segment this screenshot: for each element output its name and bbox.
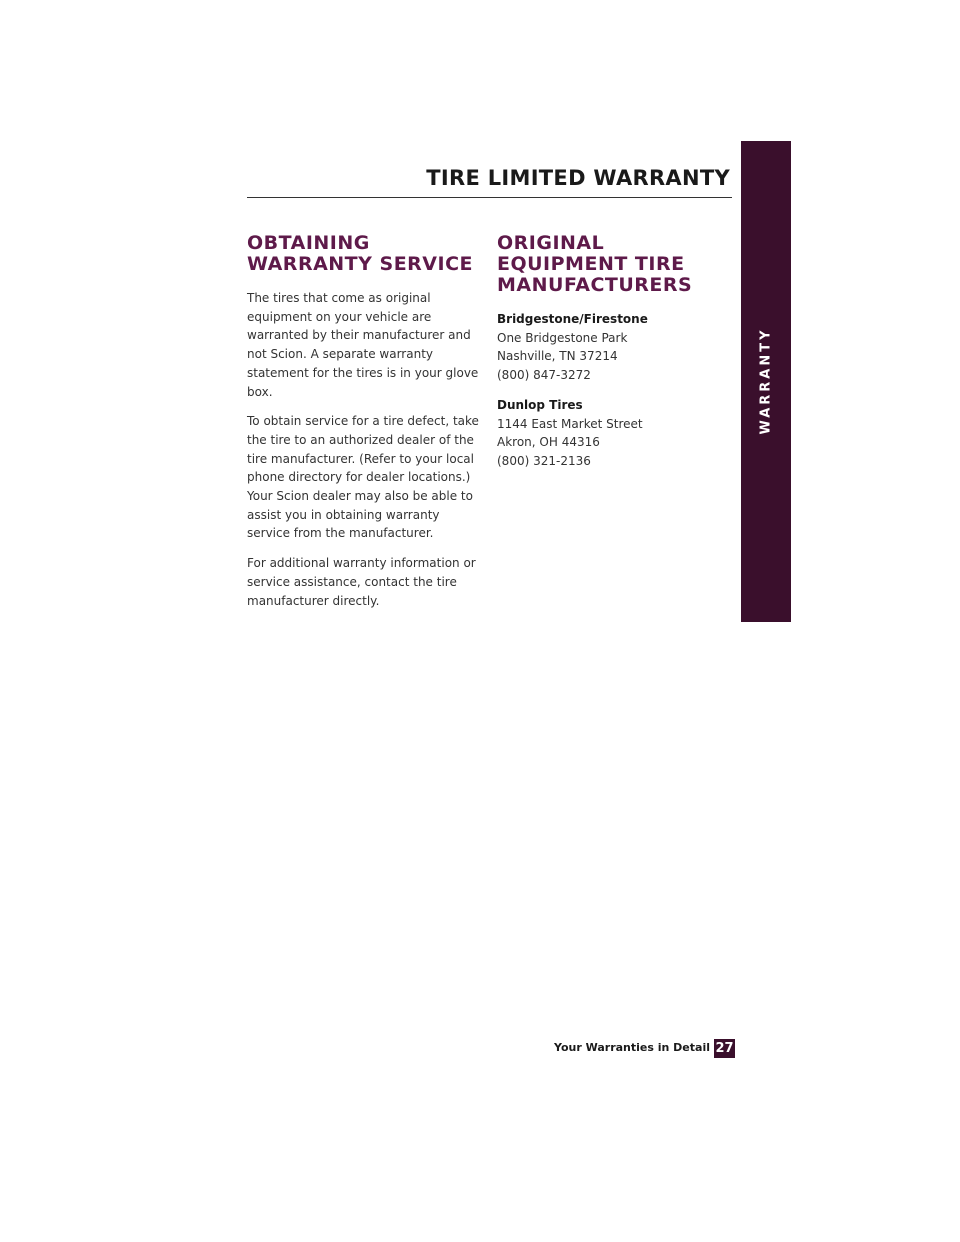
manufacturer-entry bbox=[497, 310, 729, 385]
right-column bbox=[497, 233, 729, 482]
manufacturer-phone: (800) 321-2136 bbox=[497, 453, 591, 468]
manufacturer-address-line: Nashville, TN 37214 bbox=[497, 349, 618, 364]
manufacturer-phone: (800) 847-3272 bbox=[497, 368, 591, 383]
page-number: 27 bbox=[715, 1041, 734, 1056]
side-tab bbox=[741, 141, 791, 622]
left-column bbox=[247, 233, 479, 621]
paragraph: The tires that come as original equipment on your vehicle are warranted by their manufacturer and not Scion. A separate warranty statement for the tires is in your glove box. bbox=[247, 291, 479, 399]
manufacturer-address-line: One Bridgestone Park bbox=[497, 330, 628, 345]
header-rule bbox=[247, 197, 732, 198]
section-title: TIRE LIMITED WARRANTY bbox=[426, 166, 730, 190]
manufacturer-entry bbox=[497, 396, 729, 471]
paragraph: For additional warranty information or service assistance, contact the tire manufacturer directly. bbox=[247, 556, 476, 608]
manufacturer-name: Dunlop Tires bbox=[497, 397, 583, 412]
side-tab-label: WARRANTY bbox=[758, 327, 774, 435]
obtaining-service-heading: OBTAINING WARRANTY SERVICE bbox=[247, 232, 473, 275]
footer-label: Your Warranties in Detail bbox=[554, 1041, 710, 1054]
manufacturer-address-line: 1144 East Market Street bbox=[497, 416, 643, 431]
manufacturers-heading: ORIGINAL EQUIPMENT TIRE MANUFACTURERS bbox=[497, 232, 693, 296]
manufacturer-name: Bridgestone/Firestone bbox=[497, 312, 648, 326]
paragraph: To obtain service for a tire defect, take the tire to an authorized dealer of the tire manufacturer. (Refer to your local phone directory for dealer locations.) Your Scion dealer may also be able to assist you in obtaining warranty service from the manufacturer. bbox=[247, 414, 479, 541]
manufacturer-address-line: Akron, OH 44316 bbox=[497, 435, 600, 450]
